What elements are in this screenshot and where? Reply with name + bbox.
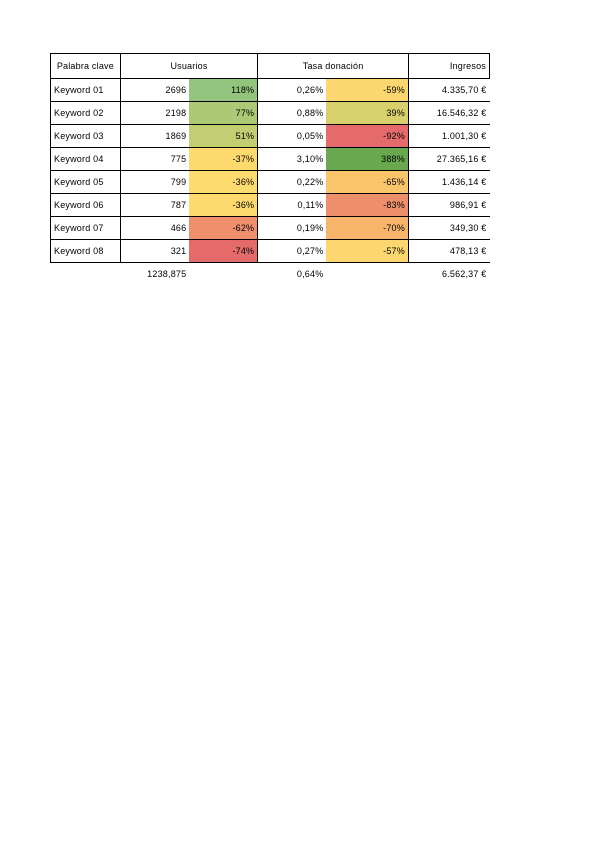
- tasa-cell: 0,11%: [258, 194, 327, 217]
- keyword-table: [50, 53, 490, 285]
- table-row: [51, 171, 490, 194]
- usuarios-cell: 799: [120, 171, 189, 194]
- ingresos-cell: 1.436,14 €: [408, 171, 489, 194]
- tasa-cell: 0,88%: [258, 102, 327, 125]
- usuarios-cell: 466: [120, 217, 189, 240]
- totals-usuarios: 1238,875: [147, 269, 187, 279]
- usuarios-pct-cell: -62%: [189, 217, 257, 240]
- usuarios-cell: 787: [120, 194, 189, 217]
- ingresos-cell: 478,13 €: [408, 240, 489, 263]
- usuarios-cell: 775: [120, 148, 189, 171]
- totals-tasa: 0,64%: [296, 269, 324, 279]
- tasa-pct-cell: -57%: [326, 240, 408, 263]
- usuarios-cell: 2198: [120, 102, 189, 125]
- table-row: [51, 240, 490, 263]
- ingresos-cell: 27.365,16 €: [408, 148, 489, 171]
- ingresos-cell: 1.001,30 €: [408, 125, 489, 148]
- header-keyword: Palabra clave: [51, 54, 121, 79]
- tasa-pct-cell: 39%: [326, 102, 408, 125]
- keyword-cell: Keyword 04: [51, 148, 121, 171]
- keyword-cell: Keyword 08: [51, 240, 121, 263]
- usuarios-cell: 1869: [120, 125, 189, 148]
- tasa-pct-cell: -92%: [326, 125, 408, 148]
- usuarios-pct-cell: -36%: [189, 194, 257, 217]
- table-row: [51, 125, 490, 148]
- tasa-pct-cell: 388%: [326, 148, 408, 171]
- keyword-cell: Keyword 02: [51, 102, 121, 125]
- usuarios-pct-cell: -36%: [189, 171, 257, 194]
- usuarios-cell: 2696: [120, 79, 189, 102]
- usuarios-pct-cell: 77%: [189, 102, 257, 125]
- table-row: [51, 79, 490, 102]
- tasa-cell: 0,22%: [258, 171, 327, 194]
- tasa-cell: 0,05%: [258, 125, 327, 148]
- tasa-pct-cell: -70%: [326, 217, 408, 240]
- table-row: [51, 194, 490, 217]
- totals-label: [51, 263, 121, 286]
- table-row: [51, 148, 490, 171]
- keyword-cell: Keyword 03: [51, 125, 121, 148]
- usuarios-pct-cell: 118%: [189, 79, 257, 102]
- keyword-cell: Keyword 05: [51, 171, 121, 194]
- tasa-pct-cell: -83%: [326, 194, 408, 217]
- tasa-cell: 0,26%: [258, 79, 327, 102]
- ingresos-cell: 986,91 €: [408, 194, 489, 217]
- totals-ingresos: 6.562,37 €: [441, 269, 487, 279]
- tasa-pct-cell: -65%: [326, 171, 408, 194]
- keyword-cell: Keyword 01: [51, 79, 121, 102]
- usuarios-pct-cell: -37%: [189, 148, 257, 171]
- ingresos-cell: 349,30 €: [408, 217, 489, 240]
- header-ingresos: Ingresos: [408, 54, 489, 79]
- table-row: [51, 102, 490, 125]
- tasa-cell: 3,10%: [258, 148, 327, 171]
- ingresos-cell: 16.546,32 €: [408, 102, 489, 125]
- table-row: [51, 217, 490, 240]
- keyword-cell: Keyword 07: [51, 217, 121, 240]
- totals-row: [51, 263, 490, 286]
- tasa-cell: 0,27%: [258, 240, 327, 263]
- usuarios-pct-cell: -74%: [189, 240, 257, 263]
- spreadsheet-table: [50, 53, 490, 293]
- totals-spacer: [189, 263, 257, 286]
- tasa-pct-cell: -59%: [326, 79, 408, 102]
- usuarios-cell: 321: [120, 240, 189, 263]
- totals-spacer: [326, 263, 408, 286]
- ingresos-cell: 4.335,70 €: [408, 79, 489, 102]
- tasa-cell: 0,19%: [258, 217, 327, 240]
- header-row: [51, 54, 490, 79]
- header-tasa: Tasa donación: [258, 54, 409, 79]
- usuarios-pct-cell: 51%: [189, 125, 257, 148]
- header-usuarios: Usuarios: [120, 54, 258, 79]
- keyword-cell: Keyword 06: [51, 194, 121, 217]
